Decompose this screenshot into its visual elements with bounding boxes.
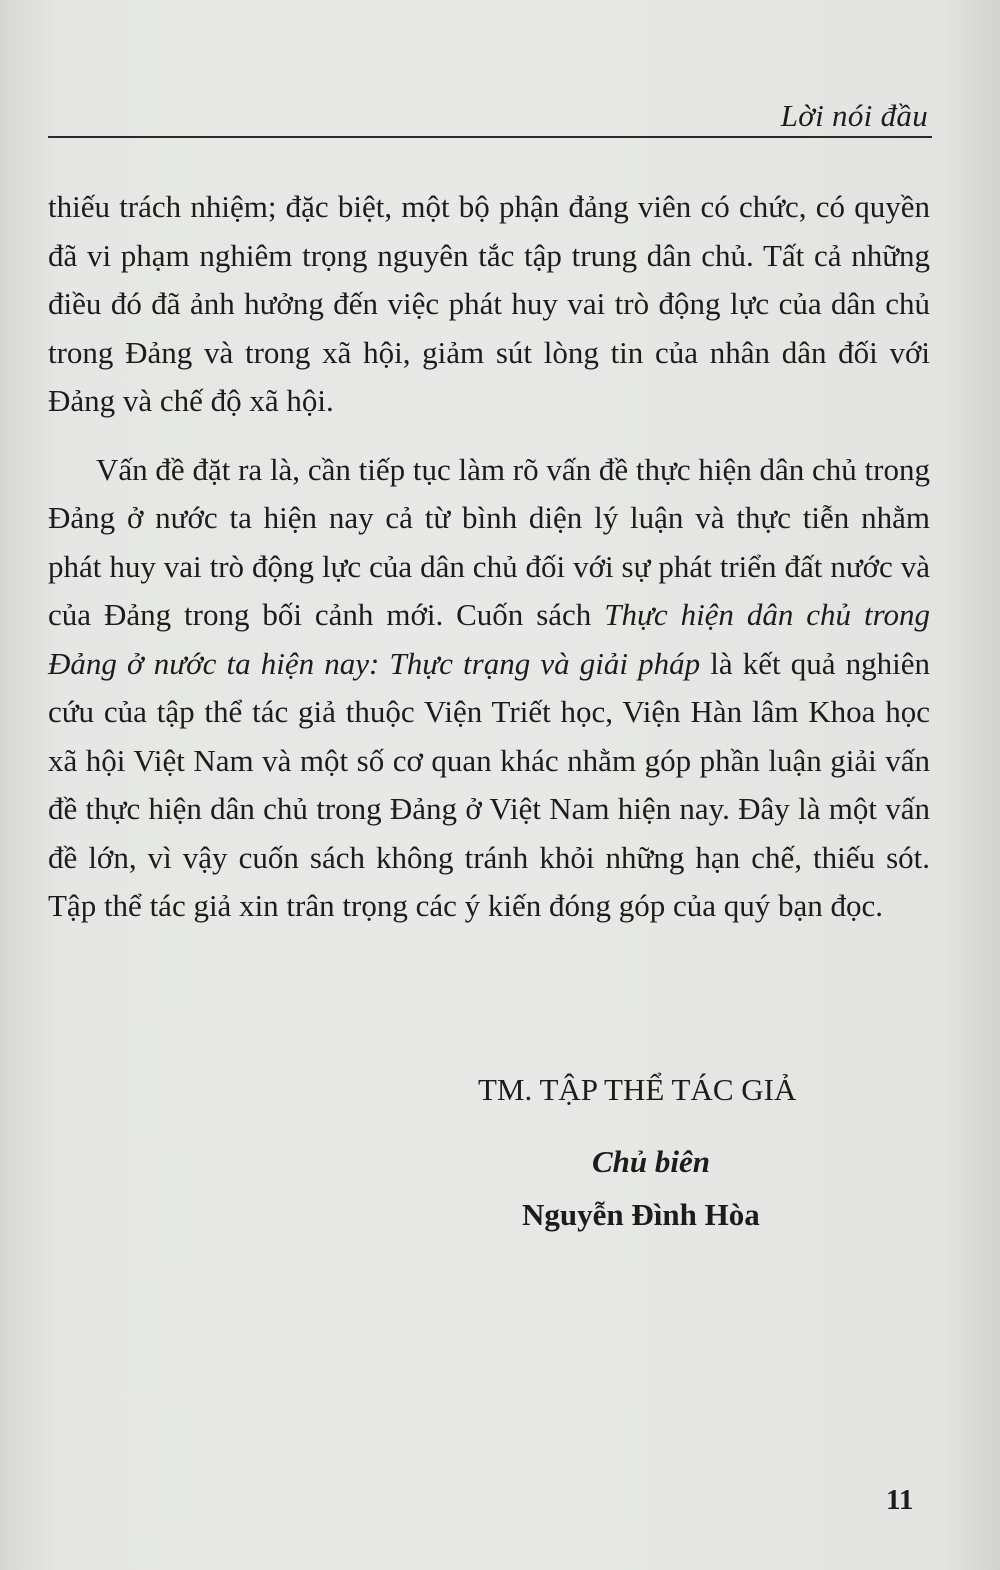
signature-role: Chủ biên: [592, 1144, 711, 1179]
body-text: [48, 183, 930, 931]
signature-organization: TM. TẬP THỂ TÁC GIẢ: [478, 1072, 797, 1107]
paragraph-2-intro: Vấn đề đặt ra là, cần tiếp tục làm rõ vấn đề thực hiện dân chủ trong Đảng ở nước ta hiện nay cả từ bình diện lý luận và thực tiễn nhằm phát huy vai trò động lực của dân chủ đối với sự phát triển đất nước và của Đảng trong bối cảnh mới. Cuốn sách: [48, 451, 930, 632]
paragraph-2-rest: là kết quả nghiên cứu của tập thể tác giả thuộc Viện Triết học, Viện Hàn lâm Khoa học xã hội Việt Nam và một số cơ quan khác nhằm góp phần luận giải vấn đề thực hiện dân chủ trong Đảng ở Việt Nam hiện nay. Đây là một vấn đề lớn, vì vậy cuốn sách không tránh khỏi những hạn chế, thiếu sót. Tập thể tác giả xin trân trọng các ý kiến đóng góp của quý bạn đọc.: [48, 645, 930, 923]
running-head: Lời nói đầu: [780, 98, 928, 133]
paragraph-1: thiếu trách nhiệm; đặc biệt, một bộ phận đảng viên có chức, có quyền đã vi phạm nghiêm trọng nguyên tắc tập trung dân chủ. Tất cả những điều đó đã ảnh hưởng đến việc phát huy vai trò động lực của dân chủ trong Đảng và trong xã hội, giảm sút lòng tin của nhân dân đối với Đảng và chế độ xã hội.: [48, 189, 930, 418]
paragraph-2: [48, 446, 930, 931]
page-number: 11: [886, 1484, 914, 1516]
header-rule: [48, 136, 932, 138]
signature-name: Nguyễn Đình Hòa: [522, 1197, 760, 1232]
book-title: Thực hiện dân chủ trong Đảng ở nước ta hiện nay: Thực trạng và giải pháp: [48, 597, 930, 681]
